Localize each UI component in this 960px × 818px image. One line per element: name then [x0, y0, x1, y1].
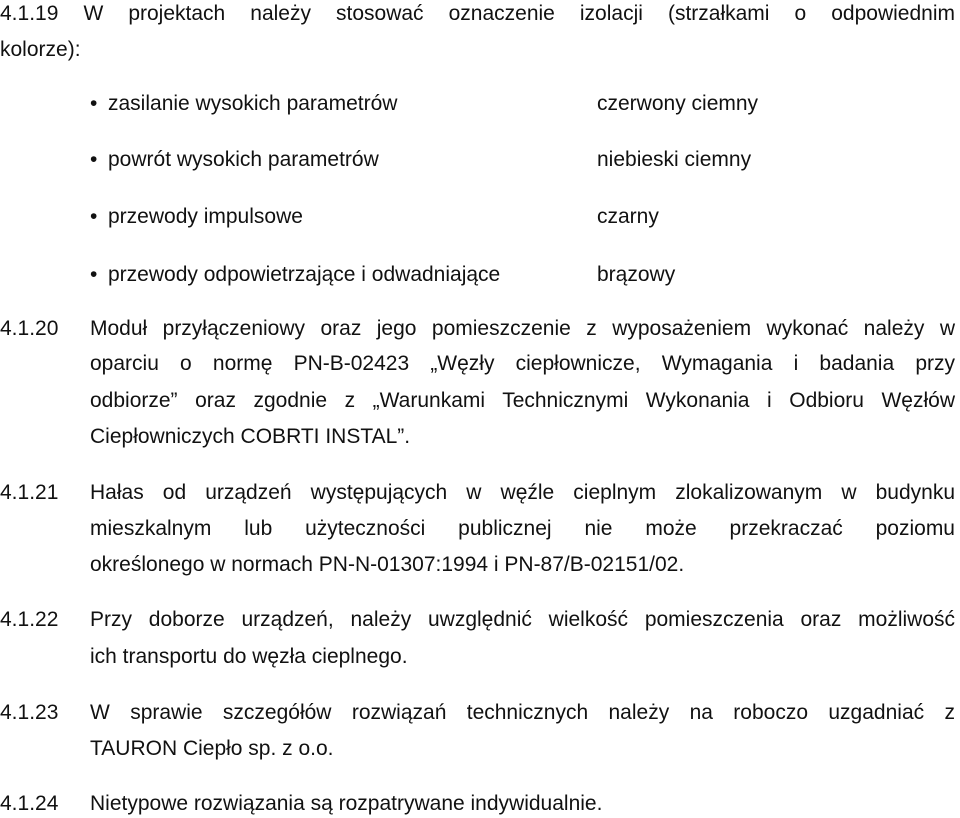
list-item — [90, 262, 500, 288]
section-number: 4.1.24 — [0, 792, 59, 815]
section-4-1-19-line-1 — [0, 1, 955, 27]
paragraph-line: mieszkalnym lub użyteczności publicznej nie może przekraczać poziomu — [90, 517, 955, 540]
list-item-label: zasilanie wysokich parametrów — [108, 92, 398, 115]
paragraph-line: Przy doborze urządzeń, należy uwzględnić wielkość pomieszczenia oraz możliwość — [90, 608, 955, 631]
section-number: 4.1.22 — [0, 608, 59, 631]
list-item-label: przewody odpowietrzające i odwadniające — [108, 263, 501, 286]
list-item-color: brązowy — [597, 263, 676, 286]
list-item-label: przewody impulsowe — [108, 205, 303, 228]
paragraph-line: odbiorze” oraz zgodnie z „Warunkami Technicznymi Wykonania i Odbioru Węzłów — [90, 389, 955, 412]
paragraph-line: Nietypowe rozwiązania są rozpatrywane indywidualnie. — [90, 792, 603, 815]
list-item-color: niebieski ciemny — [597, 148, 752, 171]
section-number: 4.1.23 — [0, 701, 59, 724]
paragraph-line: oparciu o normę PN-B-02423 „Węzły ciepłownicze, Wymagania i badania przy — [90, 352, 955, 375]
section-4-1-19-text-1: W projektach należy stosować oznaczenie izolacji (strzałkami o odpowiednim — [83, 2, 955, 25]
paragraph-line: Ciepłowniczych COBRTI INSTAL”. — [90, 425, 411, 448]
section-4-1-19-number: 4.1.19 — [0, 2, 59, 25]
bullet-icon: • — [90, 205, 98, 228]
paragraph-line: Hałas od urządzeń występujących w węźle cieplnym zlokalizowanym w budynku — [90, 481, 955, 504]
section-4-1-19-line-2: kolorze): — [0, 38, 81, 61]
paragraph-line: TAURON Ciepło sp. z o.o. — [90, 737, 334, 760]
paragraph-line: Moduł przyłączeniowy oraz jego pomieszczenie z wyposażeniem wykonać należy w — [90, 317, 955, 340]
paragraph-line: ich transportu do węzła cieplnego. — [90, 645, 408, 668]
paragraph-line: W sprawie szczegółów rozwiązań technicznych należy na roboczo uzgadniać z — [90, 701, 955, 724]
list-item-color: czerwony ciemny — [597, 92, 759, 115]
bullet-icon: • — [90, 148, 98, 171]
list-item — [90, 147, 379, 173]
section-number: 4.1.20 — [0, 317, 59, 340]
paragraph-line: określonego w normach PN-N-01307:1994 i PN-87/B-02151/02. — [90, 553, 685, 576]
bullet-icon: • — [90, 263, 98, 286]
list-item — [90, 91, 397, 117]
list-item-label: powrót wysokich parametrów — [108, 148, 379, 171]
list-item — [90, 204, 303, 230]
list-item-color: czarny — [597, 205, 659, 228]
section-number: 4.1.21 — [0, 481, 59, 504]
bullet-icon: • — [90, 92, 98, 115]
